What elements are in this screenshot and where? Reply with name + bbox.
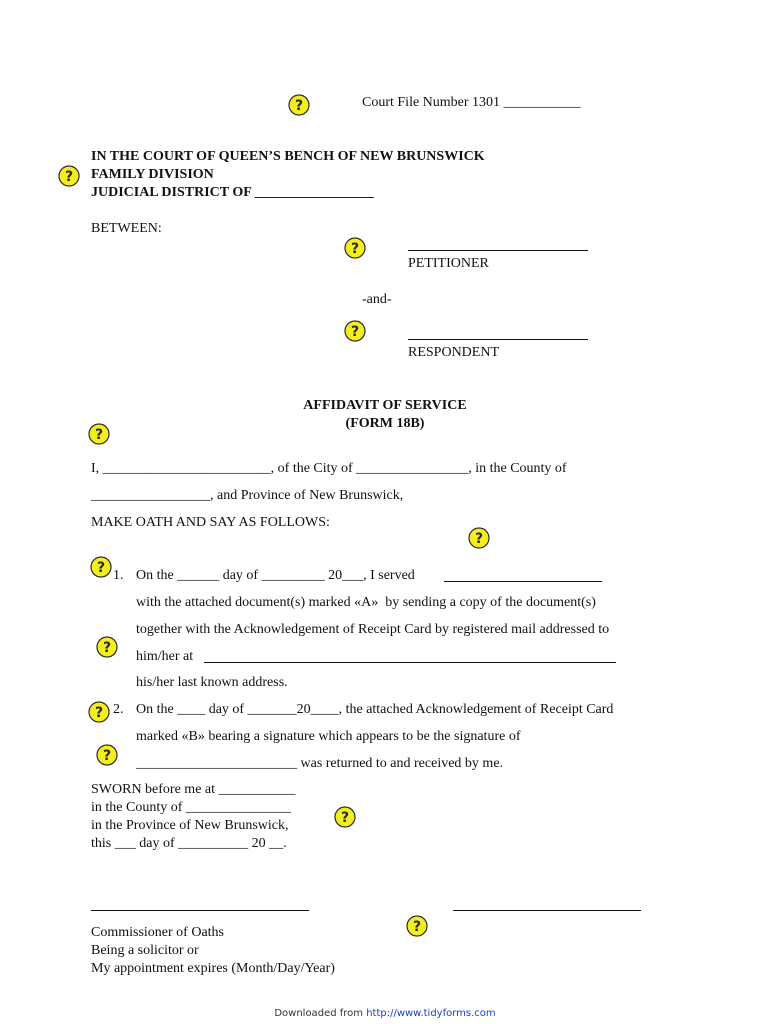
footer-link[interactable]: http://www.tidyforms.com: [366, 1008, 496, 1019]
svg-text:?: ?: [94, 705, 104, 721]
served-party-line[interactable]: [444, 581, 602, 582]
help-icon[interactable]: [96, 744, 118, 766]
help-icon[interactable]: [88, 701, 110, 723]
svg-text:?: ?: [340, 810, 350, 826]
help-icon[interactable]: [344, 320, 366, 342]
paragraph-1-line1: On the ______ day of _________ 20___, I served: [136, 568, 415, 583]
commissioner-signature-line[interactable]: [91, 910, 309, 911]
commissioner-line3: My appointment expires (Month/Day/Year): [91, 961, 335, 976]
help-icon[interactable]: [58, 165, 80, 187]
form-title: AFFIDAVIT OF SERVICE: [303, 398, 467, 413]
between-label: BETWEEN:: [91, 221, 162, 236]
sworn-line4: this ___ day of __________ 20 __.: [91, 836, 287, 851]
svg-text:?: ?: [102, 748, 112, 764]
court-name: IN THE COURT OF QUEEN’S BENCH OF NEW BRUNSWICK: [91, 149, 485, 164]
svg-text:?: ?: [350, 241, 360, 257]
sworn-line1: SWORN before me at ___________: [91, 782, 296, 797]
petitioner-signature-line[interactable]: [408, 250, 588, 251]
help-icon[interactable]: [90, 556, 112, 578]
form-number: (FORM 18B): [345, 416, 425, 431]
and-label: -and-: [362, 292, 392, 307]
paragraph-1-line3: together with the Acknowledgement of Receipt Card by registered mail addressed to: [136, 622, 610, 637]
paragraph-1-number: 1.: [113, 568, 124, 583]
svg-text:?: ?: [350, 324, 360, 340]
paragraph-1-line4: him/her at: [136, 649, 194, 664]
commissioner-line1: Commissioner of Oaths: [91, 925, 224, 940]
judicial-district: JUDICIAL DISTRICT OF _________________: [91, 185, 374, 200]
address-line[interactable]: [204, 662, 616, 663]
affiant-intro-line1: I, ________________________, of the City of ________________, in the County of: [91, 461, 567, 476]
deponent-signature-line[interactable]: [453, 910, 641, 911]
sworn-line2: in the County of _______________: [91, 800, 291, 815]
svg-text:?: ?: [64, 169, 74, 185]
svg-text:?: ?: [94, 427, 104, 443]
help-icon[interactable]: [334, 806, 356, 828]
help-icon[interactable]: [96, 636, 118, 658]
help-icon[interactable]: [288, 94, 310, 116]
oath-statement: MAKE OATH AND SAY AS FOLLOWS:: [91, 515, 330, 530]
paragraph-1-line5: his/her last known address.: [136, 675, 288, 690]
help-icon[interactable]: [88, 423, 110, 445]
download-footer: [0, 1008, 770, 1019]
help-icon[interactable]: [468, 527, 490, 549]
sworn-line3: in the Province of New Brunswick,: [91, 818, 289, 833]
commissioner-line2: Being a solicitor or: [91, 943, 199, 958]
svg-text:?: ?: [294, 98, 304, 114]
help-icon[interactable]: [406, 915, 428, 937]
svg-text:?: ?: [96, 560, 106, 576]
court-division: FAMILY DIVISION: [91, 167, 214, 182]
paragraph-2-line1: On the ____ day of _______20____, the attached Acknowledgement of Receipt Card: [136, 702, 614, 717]
paragraph-2-number: 2.: [113, 702, 124, 717]
paragraph-2-line3: _______________________ was returned to and received by me.: [136, 756, 504, 771]
petitioner-label: PETITIONER: [408, 256, 489, 271]
paragraph-2-line2: marked «B» bearing a signature which appears to be the signature of: [136, 729, 521, 744]
footer-prefix: Downloaded from: [274, 1008, 363, 1019]
svg-text:?: ?: [102, 640, 112, 656]
court-file-number: Court File Number 1301 ___________: [362, 95, 581, 110]
svg-text:?: ?: [474, 531, 484, 547]
affiant-intro-line2: _________________, and Province of New Brunswick,: [91, 488, 404, 503]
svg-text:?: ?: [412, 919, 422, 935]
help-icon[interactable]: [344, 237, 366, 259]
paragraph-1-line2: with the attached document(s) marked «A» by sending a copy of the document(s): [136, 595, 596, 610]
respondent-signature-line[interactable]: [408, 339, 588, 340]
respondent-label: RESPONDENT: [408, 345, 500, 360]
